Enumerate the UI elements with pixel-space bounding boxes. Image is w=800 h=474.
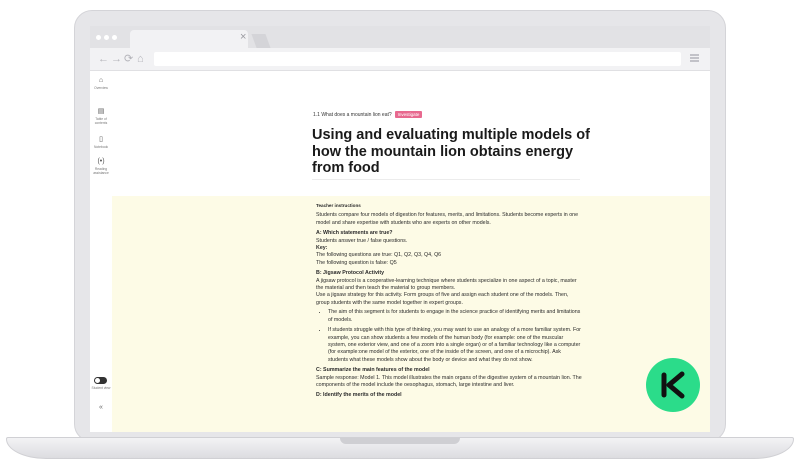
address-bar[interactable] <box>154 52 681 66</box>
sidebar-item-label: Notebook <box>93 145 109 149</box>
paragraph: Students answer true / false questions. <box>316 237 408 244</box>
sidebar-item-label: Table of contents <box>94 117 108 125</box>
sidebar-item-label: Overview <box>94 86 108 90</box>
forward-icon[interactable]: → <box>111 53 122 65</box>
browser-tab[interactable] <box>130 30 248 48</box>
collapse-sidebar-icon[interactable]: « <box>99 404 103 411</box>
teacher-instructions-panel <box>112 196 710 432</box>
paragraph: The following question is false: Q5 <box>316 259 397 266</box>
section-heading: Teacher instructions <box>316 203 361 208</box>
menu-icon[interactable] <box>690 54 699 62</box>
home-icon[interactable]: ⌂ <box>137 53 144 65</box>
browser-tab-strip <box>90 26 710 48</box>
paragraph: Use a jigsaw strategy for this activity. Form groups of five and assign each student one of the models. Then, group students with the same model together in expert groups. <box>316 292 569 306</box>
new-tab-button[interactable] <box>251 34 270 48</box>
phase-badge: Investigate <box>395 111 423 118</box>
section-heading: D: Identify the merits of the model <box>316 392 402 399</box>
window-dot[interactable] <box>104 35 109 40</box>
window-dot[interactable] <box>96 35 101 40</box>
bullet-list <box>316 309 582 364</box>
lesson-content <box>112 71 710 432</box>
list-item: • The aim of this segment is for students to engage in the science practice of identifying merits and limitations of models. <box>328 309 582 324</box>
browser-toolbar <box>90 48 710 71</box>
logo-mark-icon <box>646 358 700 412</box>
section-heading: B: Jigsaw Protocol Activity <box>316 270 385 277</box>
reading-assistance-icon: (•) <box>97 158 105 165</box>
paragraph: A jigsaw protocol is a cooperative-learning technique where students specialize in one aspect of a topic, master the material and then teach the material to group members. <box>316 277 577 292</box>
sidebar-item-notebook[interactable] <box>90 135 112 149</box>
key-label: Key: <box>316 245 328 252</box>
paragraph: Students compare four models of digestion for features, merits, and limitations. Students become experts in one model and share expertise with students who are experts on other models. <box>316 212 579 226</box>
brand-logo <box>646 358 700 412</box>
page-title: Using and evaluating multiple models of how the mountain lion obtains energy from food <box>312 127 590 176</box>
sidebar <box>90 71 113 432</box>
breadcrumb <box>313 111 422 119</box>
back-icon[interactable]: ← <box>98 53 109 65</box>
reload-icon[interactable]: ⟳ <box>124 53 134 65</box>
paragraph: Sample response: Model 1. This model illustrates the main organs of the digestive system of a mountain lion. The components of the model include the oesophagus, stomach, large intestine and liver. <box>316 374 582 388</box>
sidebar-item-overview[interactable] <box>90 76 112 90</box>
student-view-toggle[interactable] <box>94 377 107 384</box>
screen <box>90 26 710 432</box>
sidebar-item-label: Reading assistance <box>93 167 109 175</box>
home-icon: ⌂ <box>98 77 104 84</box>
divider <box>312 179 580 180</box>
sidebar-item-reading-assistance[interactable] <box>90 157 112 175</box>
list-item: • If students struggle with this type of thinking, you may want to use an analogy of a more familiar system. For example, you can show students a few models of the human body (for example: one of the muscular system, one exterior view, and one of a zoom into a single organ) or of a familiar technology like a computer (for example:one model of the exterior, one of the inside of the screen, and one of a microchip). Ask students what these models show about the body or device and what they do not show. <box>328 327 582 364</box>
laptop-notch <box>340 438 460 444</box>
section-heading: C: Summarize the main features of the model <box>316 367 430 374</box>
section-heading: A: Which statements are true? <box>316 230 393 237</box>
breadcrumb-text[interactable]: 1.1 What does a mountain lion eat? <box>313 111 392 118</box>
paragraph: The following questions are true: Q1, Q2, Q3, Q4, Q6 <box>316 252 442 259</box>
close-icon[interactable]: × <box>240 31 247 43</box>
sidebar-item-table-of-contents[interactable] <box>90 107 112 125</box>
table-of-contents-icon: ▤ <box>97 108 105 115</box>
student-view-label: Student view <box>91 386 111 390</box>
window-dot[interactable] <box>112 35 117 40</box>
notebook-icon: ▯ <box>99 136 103 143</box>
